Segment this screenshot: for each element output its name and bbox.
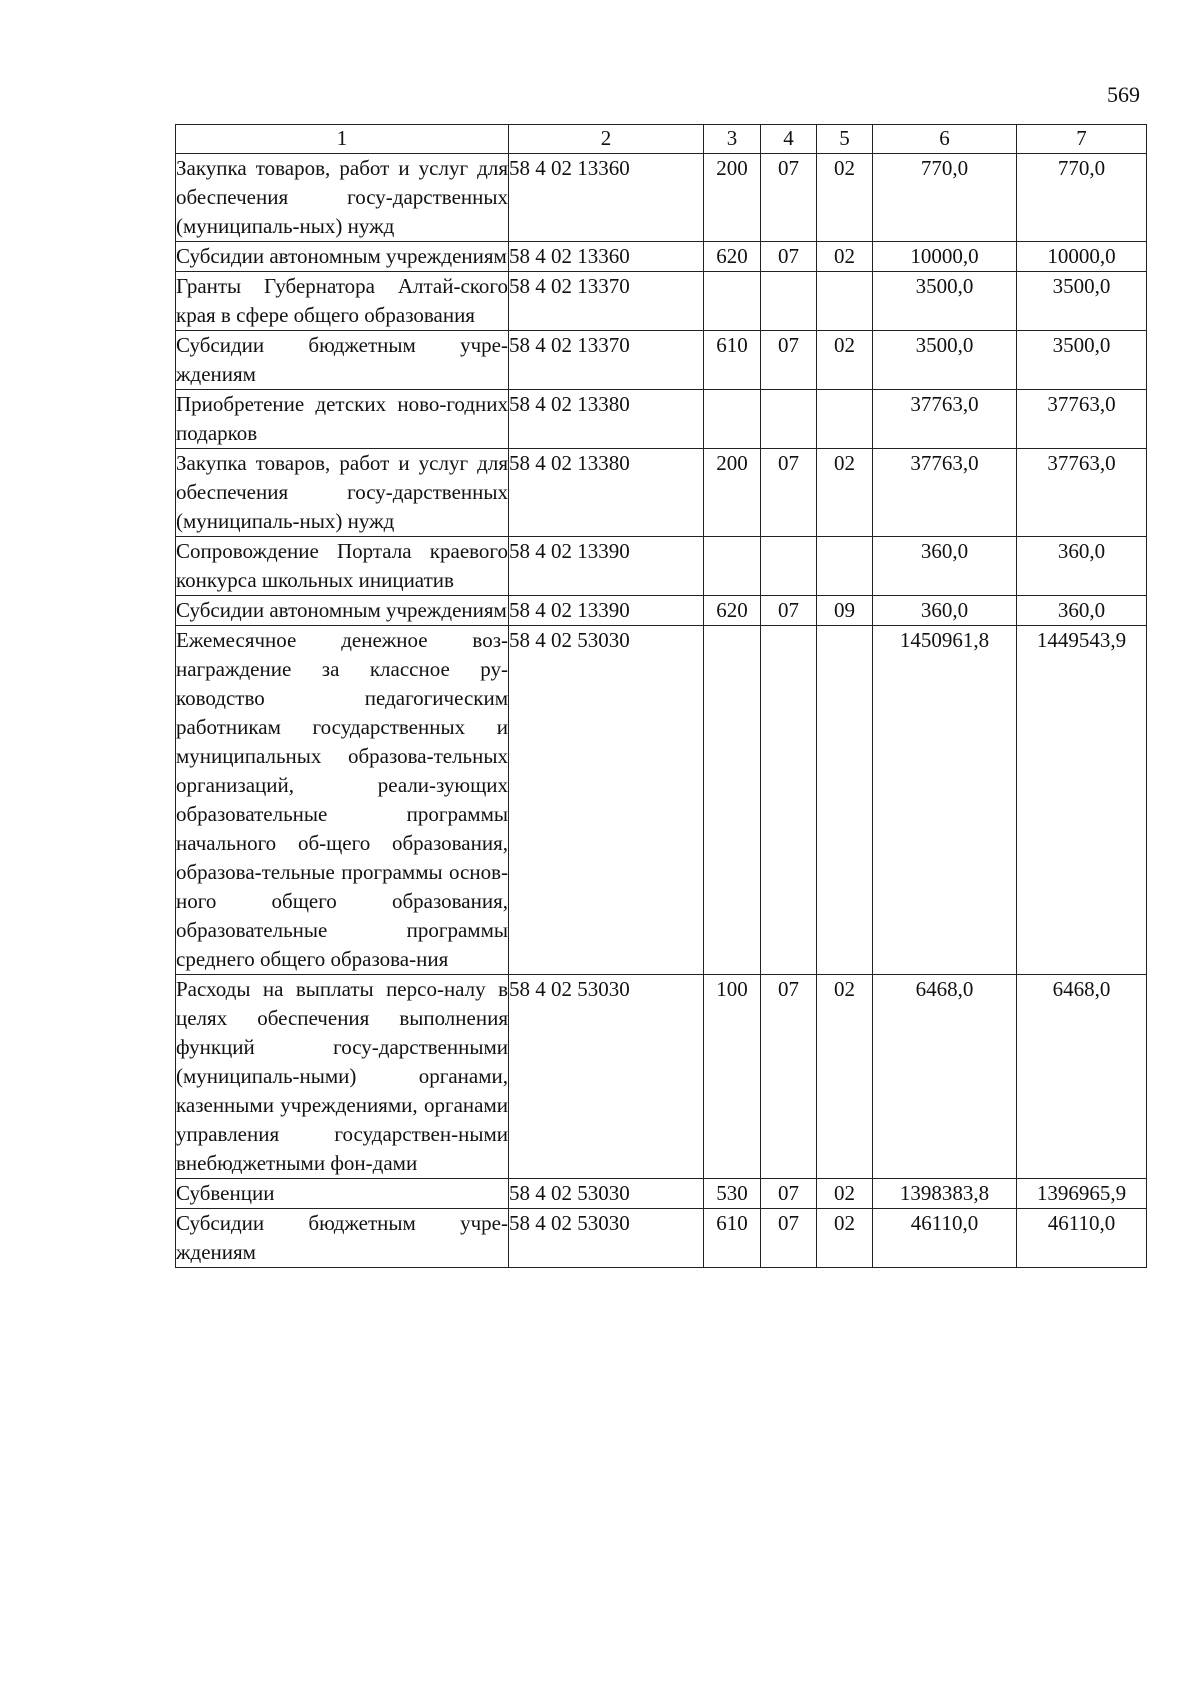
table-row: [176, 331, 1147, 390]
amount-col6-cell: 37763,0: [873, 390, 1017, 449]
target-code-cell: 58 4 02 13370: [509, 272, 704, 331]
item-name-cell: Приобретение детских ново-годних подарков: [176, 390, 509, 449]
amount-col6-cell: 46110,0: [873, 1209, 1017, 1268]
section-cell: 07: [761, 1209, 817, 1268]
amount-col7-cell: 1449543,9: [1017, 626, 1147, 975]
expense-type-cell: [704, 390, 761, 449]
amount-col7-cell: 360,0: [1017, 537, 1147, 596]
item-name-cell: Закупка товаров, работ и услуг для обеспечения госу-дарственных (муниципаль-ных) нужд: [176, 449, 509, 537]
item-name-cell: Расходы на выплаты персо-налу в целях обеспечения выполнения функций госу-дарственными (муниципаль-ными) органами, казенными учреждениями, органами управления государствен-ными внебюджетными фон-дами: [176, 975, 509, 1179]
amount-col6-cell: 1398383,8: [873, 1179, 1017, 1209]
table-row: [176, 390, 1147, 449]
column-header-2: 2: [509, 125, 704, 154]
table-row: [176, 975, 1147, 1179]
item-name-cell: Субсидии бюджетным учре-ждениям: [176, 1209, 509, 1268]
item-name-cell: Гранты Губернатора Алтай-ского края в сфере общего образования: [176, 272, 509, 331]
expense-type-cell: 530: [704, 1179, 761, 1209]
target-code-cell: 58 4 02 13360: [509, 242, 704, 272]
subsection-cell: 02: [817, 154, 873, 242]
subsection-cell: 02: [817, 331, 873, 390]
amount-col7-cell: 37763,0: [1017, 449, 1147, 537]
expense-type-cell: 200: [704, 154, 761, 242]
column-header-6: 6: [873, 125, 1017, 154]
subsection-cell: [817, 390, 873, 449]
target-code-cell: 58 4 02 13390: [509, 596, 704, 626]
amount-col6-cell: 770,0: [873, 154, 1017, 242]
table-row: [176, 537, 1147, 596]
target-code-cell: 58 4 02 13370: [509, 331, 704, 390]
item-name-cell: Закупка товаров, работ и услуг для обеспечения госу-дарственных (муниципаль-ных) нужд: [176, 154, 509, 242]
subsection-cell: 02: [817, 449, 873, 537]
target-code-cell: 58 4 02 13380: [509, 449, 704, 537]
subsection-cell: 02: [817, 1179, 873, 1209]
table-row: [176, 449, 1147, 537]
header-row: [176, 125, 1147, 154]
section-cell: [761, 390, 817, 449]
subsection-cell: [817, 272, 873, 331]
amount-col7-cell: 3500,0: [1017, 272, 1147, 331]
amount-col6-cell: 6468,0: [873, 975, 1017, 1179]
amount-col7-cell: 1396965,9: [1017, 1179, 1147, 1209]
expense-type-cell: 610: [704, 1209, 761, 1268]
expense-type-cell: [704, 537, 761, 596]
column-header-5: 5: [817, 125, 873, 154]
item-name-cell: Сопровождение Портала краевого конкурса школьных инициатив: [176, 537, 509, 596]
table-row: [176, 626, 1147, 975]
table-body: [176, 154, 1147, 1268]
expense-type-cell: 200: [704, 449, 761, 537]
table-row: [176, 1209, 1147, 1268]
section-cell: 07: [761, 596, 817, 626]
table-row: [176, 242, 1147, 272]
item-name-cell: Субсидии бюджетным учре-ждениям: [176, 331, 509, 390]
amount-col7-cell: 46110,0: [1017, 1209, 1147, 1268]
expense-type-cell: 100: [704, 975, 761, 1179]
amount-col6-cell: 3500,0: [873, 331, 1017, 390]
expense-type-cell: [704, 272, 761, 331]
subsection-cell: [817, 537, 873, 596]
column-header-7: 7: [1017, 125, 1147, 154]
table-row: [176, 596, 1147, 626]
expense-type-cell: [704, 626, 761, 975]
amount-col6-cell: 3500,0: [873, 272, 1017, 331]
budget-table: [175, 124, 1147, 1268]
amount-col6-cell: 37763,0: [873, 449, 1017, 537]
target-code-cell: 58 4 02 53030: [509, 1209, 704, 1268]
section-cell: 07: [761, 154, 817, 242]
subsection-cell: 02: [817, 1209, 873, 1268]
expense-type-cell: 620: [704, 596, 761, 626]
column-header-3: 3: [704, 125, 761, 154]
column-header-1: 1: [176, 125, 509, 154]
amount-col7-cell: 770,0: [1017, 154, 1147, 242]
target-code-cell: 58 4 02 53030: [509, 626, 704, 975]
target-code-cell: 58 4 02 53030: [509, 975, 704, 1179]
subsection-cell: 09: [817, 596, 873, 626]
amount-col6-cell: 360,0: [873, 596, 1017, 626]
amount-col6-cell: 10000,0: [873, 242, 1017, 272]
amount-col7-cell: 3500,0: [1017, 331, 1147, 390]
section-cell: [761, 537, 817, 596]
section-cell: [761, 272, 817, 331]
column-header-4: 4: [761, 125, 817, 154]
section-cell: 07: [761, 331, 817, 390]
amount-col6-cell: 1450961,8: [873, 626, 1017, 975]
amount-col6-cell: 360,0: [873, 537, 1017, 596]
section-cell: [761, 626, 817, 975]
table-row: [176, 272, 1147, 331]
amount-col7-cell: 6468,0: [1017, 975, 1147, 1179]
section-cell: 07: [761, 449, 817, 537]
amount-col7-cell: 10000,0: [1017, 242, 1147, 272]
subsection-cell: [817, 626, 873, 975]
table-row: [176, 154, 1147, 242]
section-cell: 07: [761, 975, 817, 1179]
item-name-cell: Субсидии автономным учреждениям: [176, 242, 509, 272]
subsection-cell: 02: [817, 975, 873, 1179]
subsection-cell: 02: [817, 242, 873, 272]
section-cell: 07: [761, 242, 817, 272]
expense-type-cell: 620: [704, 242, 761, 272]
expense-type-cell: 610: [704, 331, 761, 390]
item-name-cell: Ежемесячное денежное воз-награждение за классное ру-ководство педагогическим работникам государственных и муниципальных образова-тельных организаций, реали-зующих образовательные программы начального об-щего образования, образова-тельные программы основ-ного общего образования, образовательные программы среднего общего образова-ния: [176, 626, 509, 975]
amount-col7-cell: 360,0: [1017, 596, 1147, 626]
item-name-cell: Субсидии автономным учреждениям: [176, 596, 509, 626]
target-code-cell: 58 4 02 13360: [509, 154, 704, 242]
target-code-cell: 58 4 02 13390: [509, 537, 704, 596]
target-code-cell: 58 4 02 13380: [509, 390, 704, 449]
section-cell: 07: [761, 1179, 817, 1209]
item-name-cell: Субвенции: [176, 1179, 509, 1209]
amount-col7-cell: 37763,0: [1017, 390, 1147, 449]
page-number: 569: [1107, 82, 1140, 107]
target-code-cell: 58 4 02 53030: [509, 1179, 704, 1209]
table-row: [176, 1179, 1147, 1209]
